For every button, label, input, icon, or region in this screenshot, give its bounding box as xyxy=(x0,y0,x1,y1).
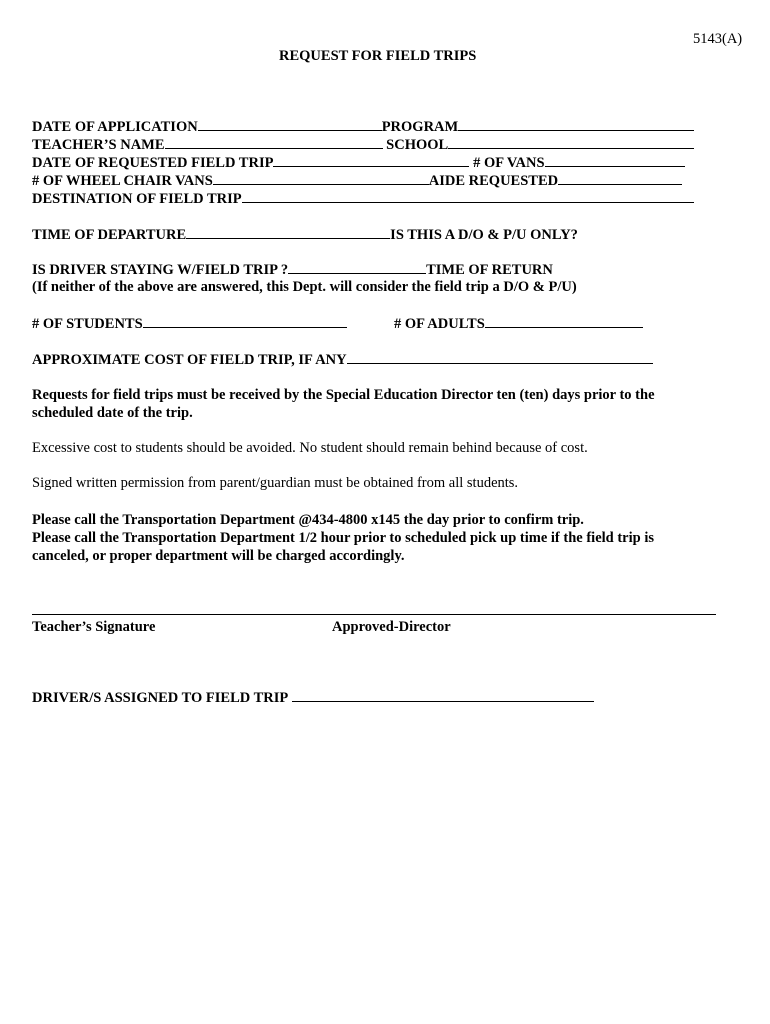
row-approx-cost xyxy=(32,350,653,369)
date-of-application-field[interactable] xyxy=(198,117,382,131)
teacher-signature-label: Teacher’s Signature xyxy=(32,619,156,635)
time-of-return-label: TIME OF RETURN xyxy=(426,262,553,278)
num-wheelchair-vans-label: # OF WHEEL CHAIR VANS xyxy=(32,173,213,189)
num-adults-label: # OF ADULTS xyxy=(394,316,485,332)
drivers-assigned-label: DRIVER/S ASSIGNED TO FIELD TRIP xyxy=(32,690,289,706)
row-driver-staying xyxy=(32,260,553,279)
school-label: SCHOOL xyxy=(386,137,449,153)
row-drivers-assigned xyxy=(32,688,594,707)
time-of-departure-field[interactable] xyxy=(186,225,390,239)
row-wheelchair-vans xyxy=(32,171,682,190)
row-date-of-requested-trip xyxy=(32,153,685,172)
form-title: REQUEST FOR FIELD TRIPS xyxy=(279,48,477,64)
num-students-label: # OF STUDENTS xyxy=(32,316,143,332)
requests-line-1: Requests for field trips must be received by the Special Education Director ten (ten) days prior to the xyxy=(32,387,655,403)
program-label: PROGRAM xyxy=(381,119,459,135)
drivers-assigned-field[interactable] xyxy=(292,688,594,702)
row-teachers-name xyxy=(32,135,694,154)
num-vans-field[interactable] xyxy=(545,153,685,167)
date-of-requested-trip-field[interactable] xyxy=(273,153,469,167)
default-note: (If neither of the above are answered, this Dept. will consider the field trip a D/O & P/U) xyxy=(32,279,577,295)
excessive-cost-note: Excessive cost to students should be avoided. No student should remain behind because of cost. xyxy=(32,440,588,456)
school-field[interactable] xyxy=(448,135,694,149)
call-line-1: Please call the Transportation Department @434-4800 x145 the day prior to confirm trip. xyxy=(32,512,584,528)
time-of-departure-label: TIME OF DEPARTURE xyxy=(32,227,187,243)
call-line-3: canceled, or proper department will be charged accordingly. xyxy=(32,548,405,564)
row-num-adults xyxy=(394,314,643,333)
teachers-name-field[interactable] xyxy=(165,135,383,149)
date-of-application-label: DATE OF APPLICATION xyxy=(32,119,198,135)
signed-permission-note: Signed written permission from parent/guardian must be obtained from all students. xyxy=(32,475,519,491)
num-students-field[interactable] xyxy=(143,314,347,328)
row-date-of-application xyxy=(32,117,694,136)
driver-staying-label: IS DRIVER STAYING W/FIELD TRIP ? xyxy=(32,262,289,278)
approx-cost-field[interactable] xyxy=(347,350,653,364)
num-vans-label: # OF VANS xyxy=(473,155,545,171)
row-num-students xyxy=(32,314,347,333)
program-field[interactable] xyxy=(458,117,694,131)
approx-cost-label: APPROXIMATE COST OF FIELD TRIP, IF ANY xyxy=(32,352,347,368)
call-line-2: Please call the Transportation Department 1/2 hour prior to scheduled pick up time if the field trip is xyxy=(32,530,655,546)
teachers-name-label: TEACHER’S NAME xyxy=(32,137,165,153)
row-time-of-departure xyxy=(32,225,578,244)
signature-line[interactable] xyxy=(32,614,716,615)
do-pu-only-label: IS THIS A D/O & P/U ONLY? xyxy=(390,227,578,243)
form-number: 5143(A) xyxy=(693,31,743,47)
destination-label: DESTINATION OF FIELD TRIP xyxy=(32,191,242,207)
date-of-requested-trip-label: DATE OF REQUESTED FIELD TRIP xyxy=(32,155,274,171)
driver-staying-field[interactable] xyxy=(288,260,426,274)
aide-requested-field[interactable] xyxy=(558,171,682,185)
aide-requested-label: AIDE REQUESTED xyxy=(428,173,559,189)
destination-field[interactable] xyxy=(242,189,694,203)
num-adults-field[interactable] xyxy=(485,314,643,328)
requests-line-2: scheduled date of the trip. xyxy=(32,405,193,421)
approved-director-label: Approved-Director xyxy=(332,619,451,635)
num-wheelchair-vans-field[interactable] xyxy=(213,171,429,185)
row-destination xyxy=(32,189,694,208)
